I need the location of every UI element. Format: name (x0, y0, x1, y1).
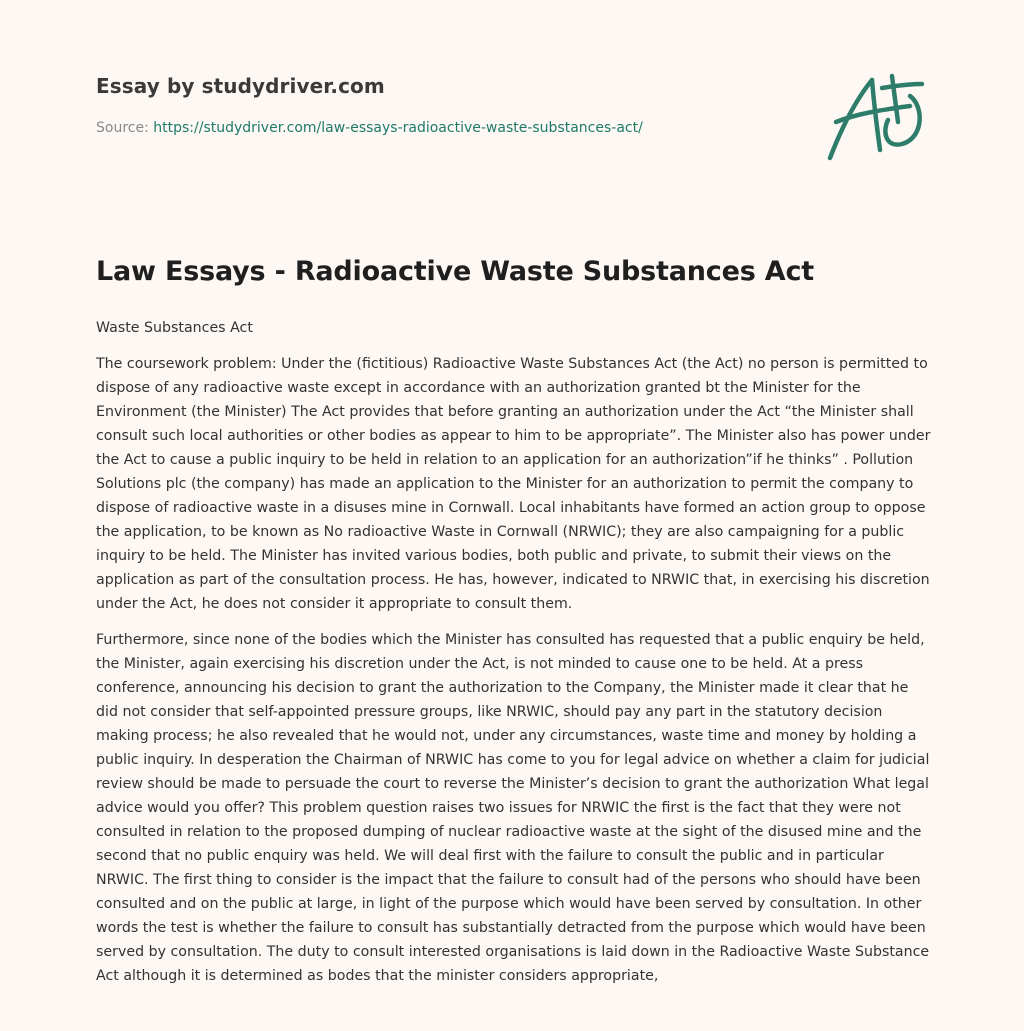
article-body (96, 316, 934, 1000)
source-line (96, 120, 796, 136)
page-title: Law Essays - Radioactive Waste Substances Act (96, 256, 814, 287)
source-label: Source: (96, 120, 154, 136)
page-header (96, 74, 796, 136)
article-paragraph: The coursework problem: Under the (fictitious) Radioactive Waste Substances Act (the Act) no person is permitted to dispose of any radioactive waste except in accordance with an authorization granted bt the Minister for the Environment (the Minister) The Act provides that before granting an authorization under the Act “the Minister shall consult such local authorities or other bodies as appear to him to be appropriate”. The Minister also has power under the Act to cause a public inquiry to be held in relation to an application for an authorization”if he thinks” . Pollution Solutions plc (the company) has made an application to the Minister for an authorization to permit the company to dispose of radioactive waste in a disuses mine in Cornwall. Local inhabitants have formed an action group to oppose the application, to be known as No radioactive Waste in Cornwall (NRWIC); they are also campaigning for a public inquiry to be held. The Minister has invited various bodies, both public and private, to submit their views on the application as part of the consultation process. He has, however, indicated to NRWIC that, in exercising his discretion under the Act, he does not consider it appropriate to consult them. (96, 356, 931, 612)
a-plus-logo-icon (822, 66, 932, 166)
article-paragraph: Furthermore, since none of the bodies which the Minister has consulted has requested that a public enquiry be held, the Minister, again exercising his discretion under the Act, is not minded to cause one to be held. At a press conference, announcing his decision to grant the authorization to the Company, the Minister made it clear that he did not consider that self-appointed pressure groups, like NRWIC, should pay any part in the statutory decision making process; he also revealed that he would not, under any circumstances, waste time and money by holding a public inquiry. In desperation the Chairman of NRWIC has come to you for legal advice on whether a claim for judicial review should be made to persuade the court to reverse the Minister’s decision to grant the authorization What legal advice would you offer? This problem question raises two issues for NRWIC the first is the fact that they were not consulted in relation to the proposed dumping of nuclear radioactive waste at the sight of the disused mine and the second that no public enquiry was held. We will deal first with the failure to consult the public and in particular NRWIC. The first thing to consider is the impact that the failure to consult had of the persons who should have been consulted and on the public at large, in light of the purpose which would have been served by consultation. In other words the test is whether the failure to consult has substantially detracted from the purpose which would have been served by consultation. The duty to consult interested organisations is laid down in the Radioactive Waste Substance Act although it is determined as bodes that the minister considers appropriate, (96, 632, 930, 984)
source-link[interactable]: https://studydriver.com/law-essays-radioactive-waste-substances-act/ (153, 120, 643, 136)
a-plus-logo-svg (822, 66, 932, 166)
brand-title: Essay by studydriver.com (96, 74, 385, 98)
article-subtitle: Waste Substances Act (96, 320, 253, 336)
